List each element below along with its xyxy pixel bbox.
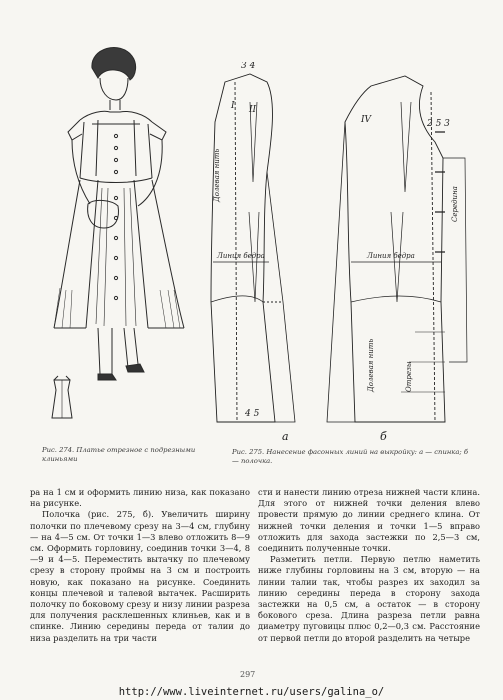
label-bedra-back: Линия бедра	[217, 252, 265, 260]
subfigure-b-label: б	[380, 430, 387, 443]
label-dolevaya-back: Долевая нить	[213, 148, 221, 202]
paragraph: ра на 1 см и оформить линию низа, как показано на рисунке.	[30, 487, 250, 509]
figure-274-caption: Рис. 274. Платье отрезное с подрезными клиньями	[42, 446, 196, 463]
label-front-IV: IV	[361, 115, 372, 125]
label-nums-front: 2 5 3	[427, 119, 450, 129]
label-back-I: I	[231, 101, 235, 111]
label-bedra-front: Линия бедра	[367, 252, 415, 260]
paragraph: Разметить петли. Первую петлю наметить ниже глубины горловины на 3 см, вторую — на линии талии так, чтобы разрез их заходил за линию середины переда в сторону захода застежки на 0,5 см, а остаток — в сторону бокового среза. Длина разреза петли равна диаметру пуговицы плюс 0,2—0,3 см. Расстояние от первой петли до второй разделить на четыре	[258, 554, 480, 643]
label-back-II: II	[249, 105, 257, 115]
label-seredina: Середина	[451, 186, 459, 222]
text-column-left	[30, 487, 250, 644]
subfigure-a-label: а	[282, 430, 289, 443]
pattern-draft	[205, 62, 490, 447]
label-dolevaya-front: Долевая нить	[367, 338, 375, 392]
text-column-right	[258, 487, 480, 644]
label-otrezi: Отрезы	[405, 361, 413, 392]
label-nums-top: 3 4	[241, 62, 256, 71]
page-number: 297	[240, 670, 256, 679]
paragraph: сти и нанести линию отреза нижней части клина. Для этого от нижней точки деления влево провести прямую до линии среднего клина. От нижней точки деления и точки 1—5 вправо отложить для захода застежки по 2,5—3 см, соединить полученные точки.	[258, 487, 480, 554]
figure-275-caption: Рис. 275. Нанесение фасонных линий на выкройку: а — спинка; б — полочка.	[232, 448, 469, 465]
dress-illustration	[20, 28, 215, 468]
paragraph: Полочка (рис. 275, б). Увеличить ширину полочки по плечевому срезу на 3—4 см, глубину — на 4—5 см. От точки 1—3 влево отложить 8—9 см. Оформить горловину, соединив точки 3—4, 8—9 и 4—5. Переместить вытачку по плечевому срезу в сторону проймы на 3 см и построить новую, как показано на рисунке. Соединить концы плечевой и талевой вытачек. Расширить полочку по боковому срезу и низу линии разреза для получения расклешенных клиньев, как и в спинке. Линию середины переда от талии до низа разделить на три части	[30, 509, 250, 643]
watermark-url[interactable]: http://www.liveinternet.ru/users/galina_o/	[118, 686, 385, 698]
label-nums-bottom: 4 5	[245, 409, 260, 419]
